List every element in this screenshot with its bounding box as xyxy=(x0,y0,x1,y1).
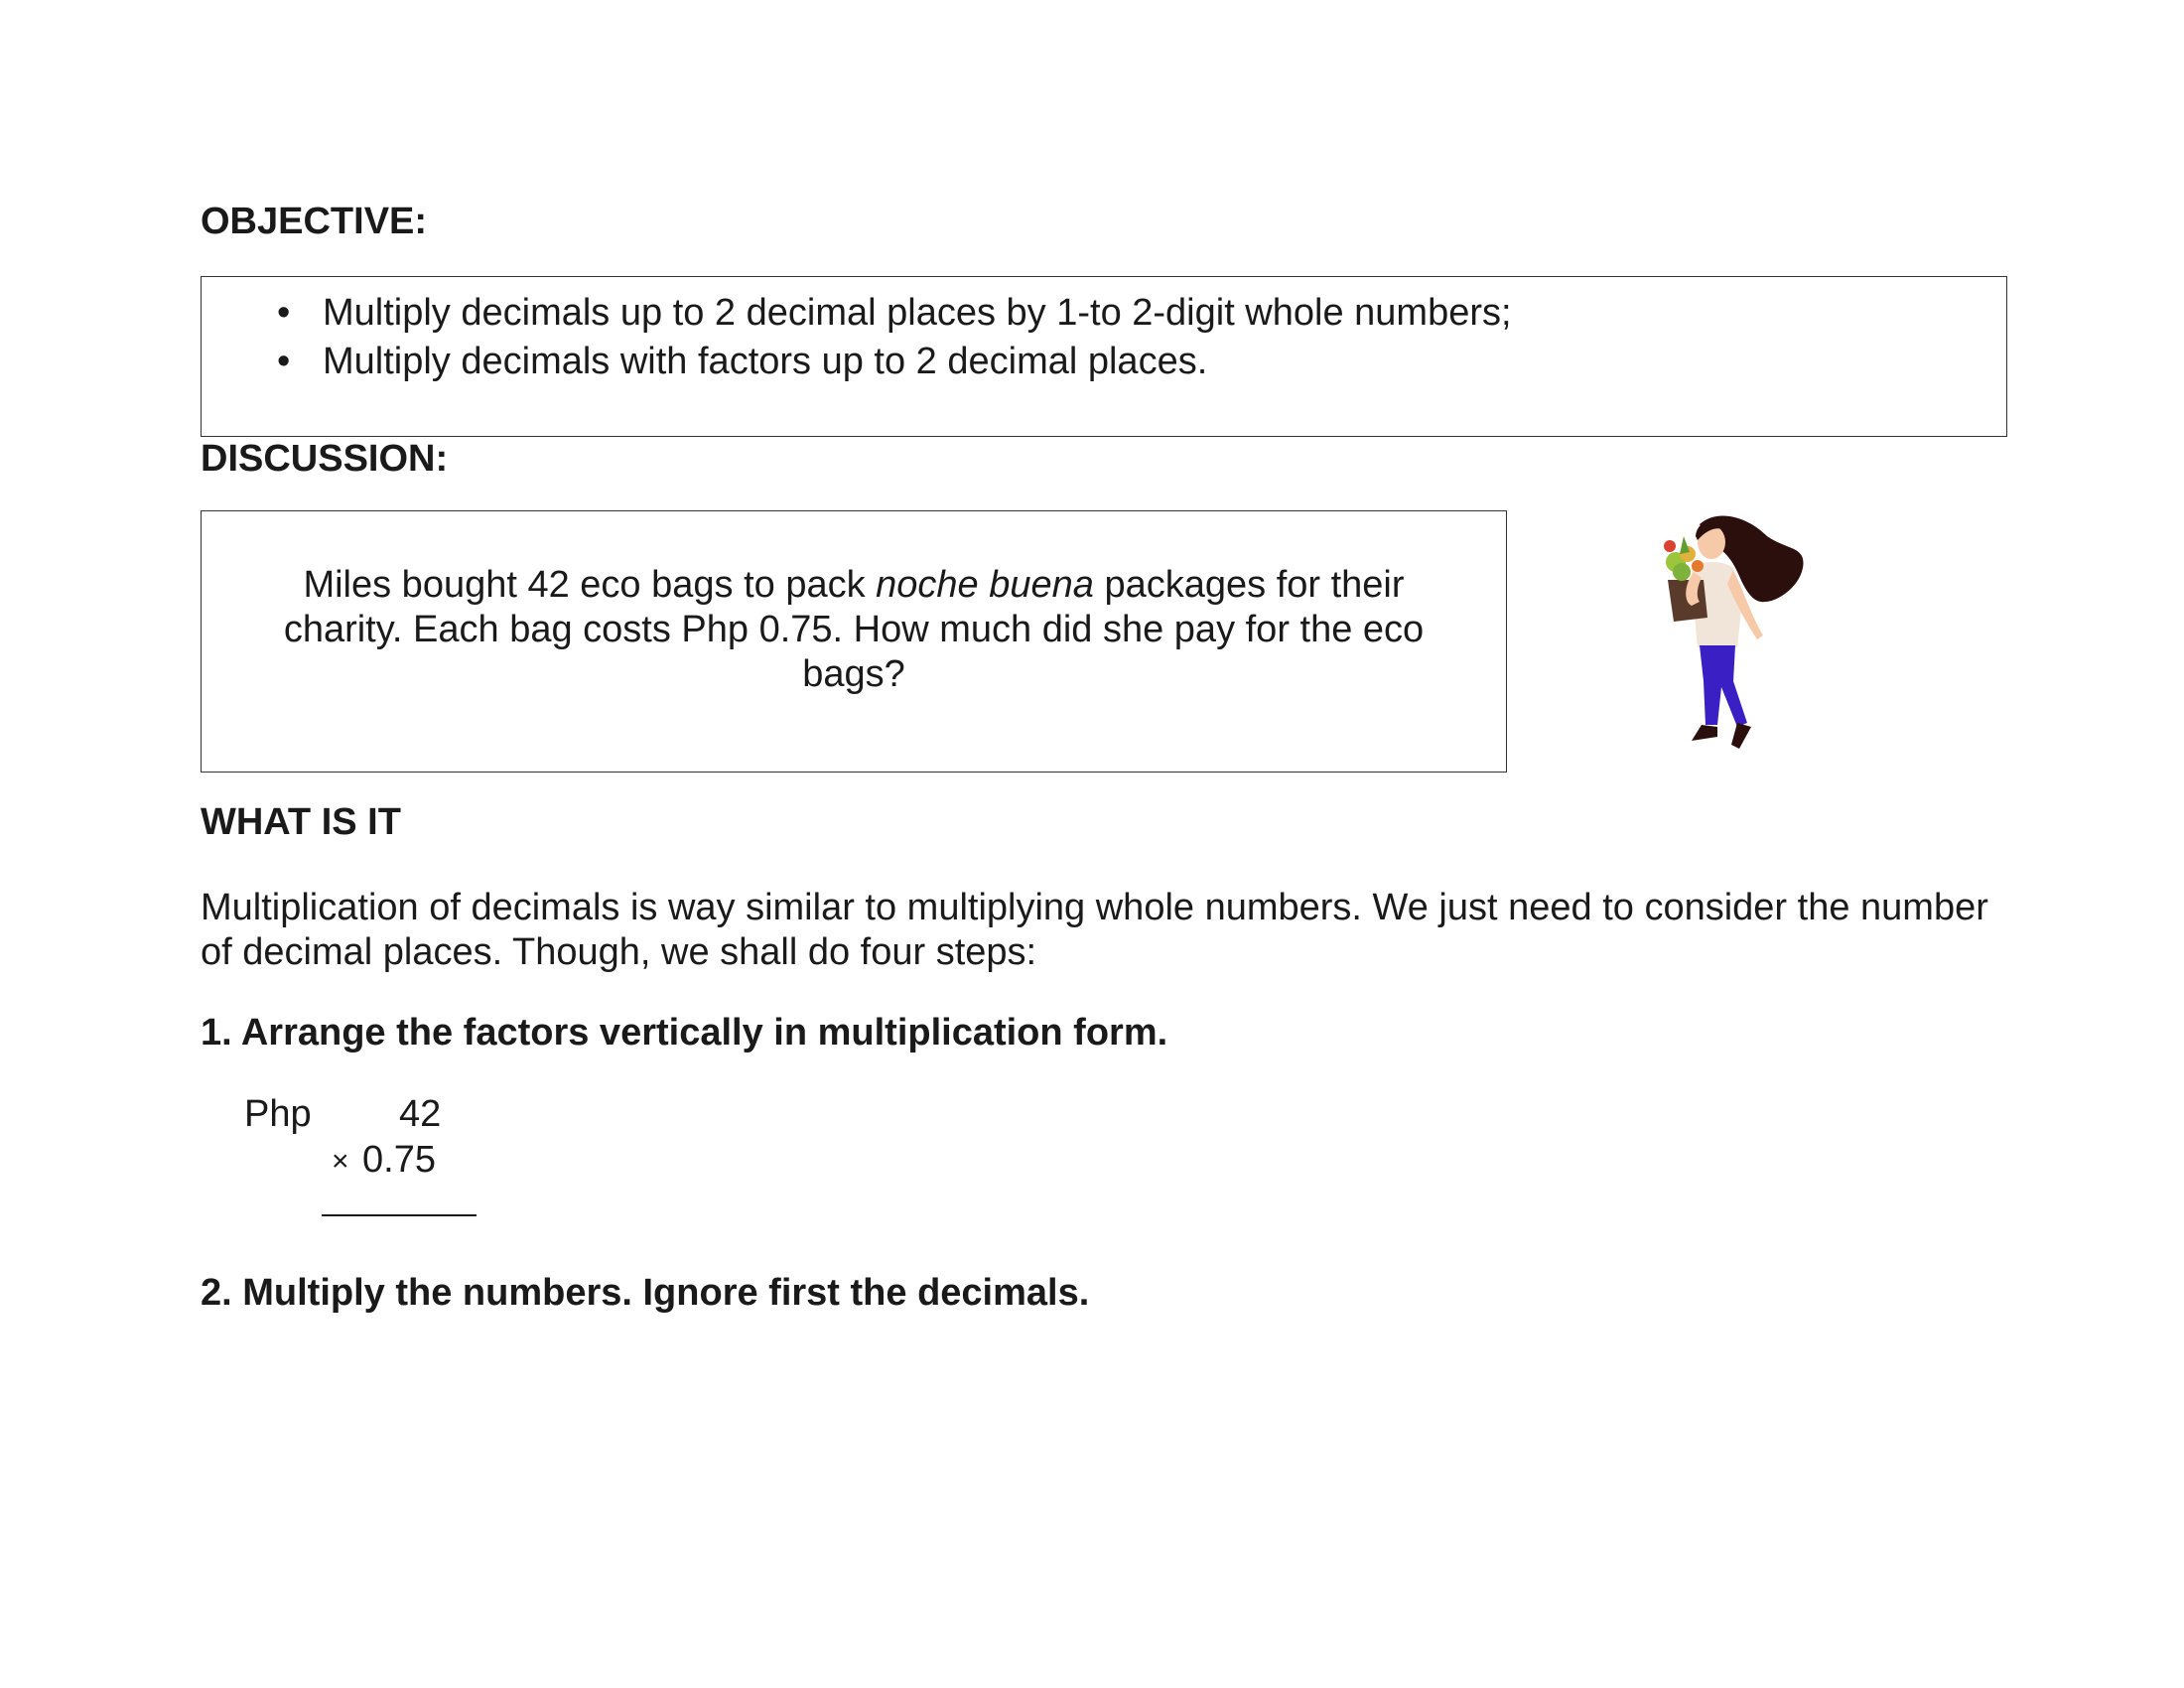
objective-item-text: Multiply decimals up to 2 decimal places by 1-to 2-digit whole numbers; xyxy=(323,292,1512,334)
bullet-icon: • xyxy=(277,292,291,334)
shoe-shape xyxy=(1692,725,1717,741)
objective-list xyxy=(202,289,2006,386)
discussion-box xyxy=(201,510,1507,773)
step-1-heading: 1. Arrange the factors vertically in multiplication form. xyxy=(201,1012,1168,1054)
step-2-heading: 2. Multiply the numbers. Ignore first the decimals. xyxy=(201,1272,1090,1314)
objective-box xyxy=(201,276,2007,437)
discussion-text-end: packages for their charity. Each bag costs Php 0.75. How much did she pay for the eco bags? xyxy=(283,564,1425,695)
what-is-it-heading: WHAT IS IT xyxy=(201,801,401,843)
objective-item xyxy=(202,338,2006,386)
bullet-icon: • xyxy=(277,341,291,382)
shoe-shape xyxy=(1731,723,1751,749)
produce-shape xyxy=(1664,540,1676,552)
woman-with-grocery-bag-illustration xyxy=(1618,506,1807,767)
discussion-problem xyxy=(251,563,1456,697)
times-sign: × xyxy=(332,1145,349,1178)
produce-shape xyxy=(1673,563,1691,581)
bottom-factor: 0.75 xyxy=(362,1139,436,1181)
discussion-text-start: Miles bought 42 eco bags to pack xyxy=(303,564,877,606)
pants-shape xyxy=(1700,645,1747,727)
multiplication-underline xyxy=(322,1214,477,1216)
objective-heading: OBJECTIVE: xyxy=(201,201,428,242)
discussion-text-italic: noche buena xyxy=(876,564,1094,606)
top-factor: 42 xyxy=(399,1093,442,1135)
objective-item xyxy=(202,289,2006,338)
what-is-it-paragraph: Multiplication of decimals is way similar to multiplying whole numbers. We just need to consider the number of decimal places. Though, we shall do four steps: xyxy=(201,887,1988,973)
currency-label: Php xyxy=(244,1093,312,1135)
produce-shape xyxy=(1692,560,1704,572)
discussion-heading: DISCUSSION: xyxy=(201,438,449,480)
produce-shape xyxy=(1680,536,1690,554)
objective-item-text: Multiply decimals with factors up to 2 decimal places. xyxy=(323,341,1208,382)
